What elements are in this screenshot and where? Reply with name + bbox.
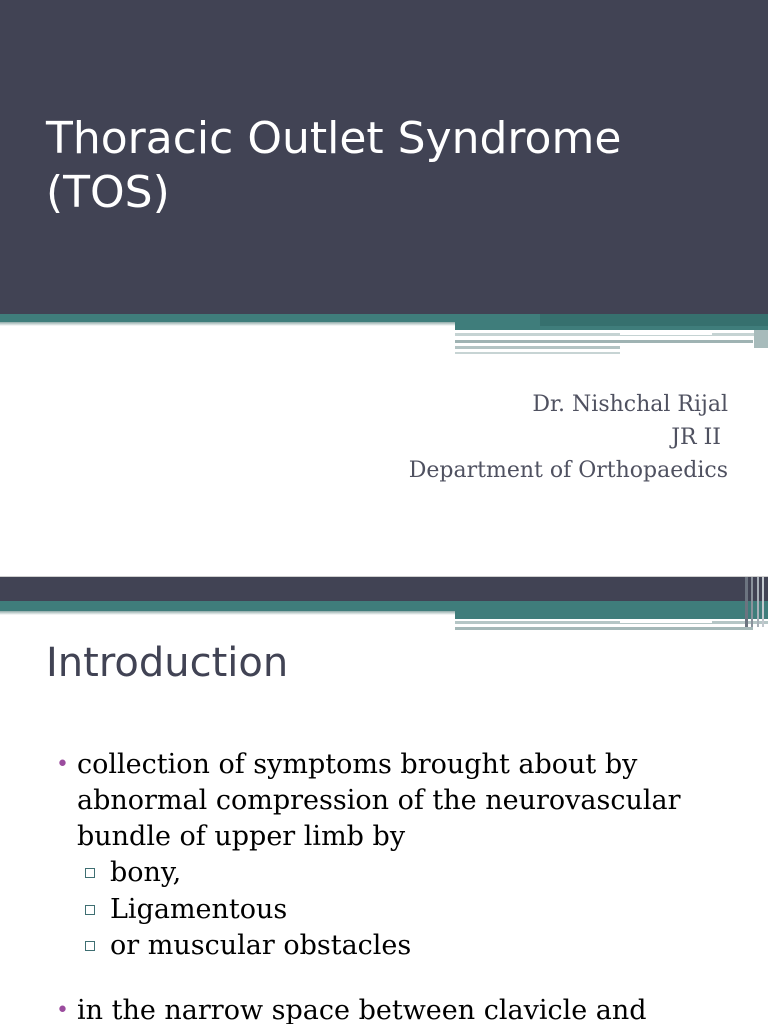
bullet-item bbox=[56, 747, 746, 965]
bullet-dot-icon: • bbox=[56, 997, 69, 1023]
bullet-dot-icon: • bbox=[56, 752, 69, 777]
bullet-item bbox=[56, 993, 746, 1024]
author-block bbox=[409, 388, 728, 487]
sub-bullet-list bbox=[77, 855, 746, 965]
author-department: Department of Orthopaedics bbox=[408, 458, 728, 483]
sub-bullet-item bbox=[77, 855, 746, 892]
content-slide bbox=[0, 577, 768, 1024]
sub-bullet-item bbox=[77, 928, 746, 965]
sub-bullet-item bbox=[77, 892, 746, 929]
sub-bullet-text: or muscular obstacles bbox=[110, 930, 412, 961]
sub-bullet-text: bony, bbox=[110, 857, 182, 888]
author-name: Dr. Nishchal Rijal bbox=[532, 392, 728, 417]
square-bullet-icon bbox=[85, 905, 95, 915]
slide-title: Thoracic Outlet Syndrome (TOS) bbox=[46, 113, 622, 218]
slide-heading: Introduction bbox=[46, 640, 289, 686]
author-role: JR II bbox=[671, 425, 728, 450]
header-band bbox=[0, 577, 768, 601]
sub-bullet-text: Ligamentous bbox=[110, 893, 288, 925]
bullet-text: collection of symptoms brought about by abnormal compression of the neurovascular bundle of upper limb by bbox=[77, 749, 681, 852]
square-bullet-icon bbox=[85, 868, 95, 878]
bullet-list bbox=[56, 747, 746, 1024]
accent-bar bbox=[0, 601, 768, 611]
square-bullet-icon bbox=[85, 941, 95, 951]
bullet-text: in the narrow space between clavicle and bbox=[77, 994, 647, 1024]
